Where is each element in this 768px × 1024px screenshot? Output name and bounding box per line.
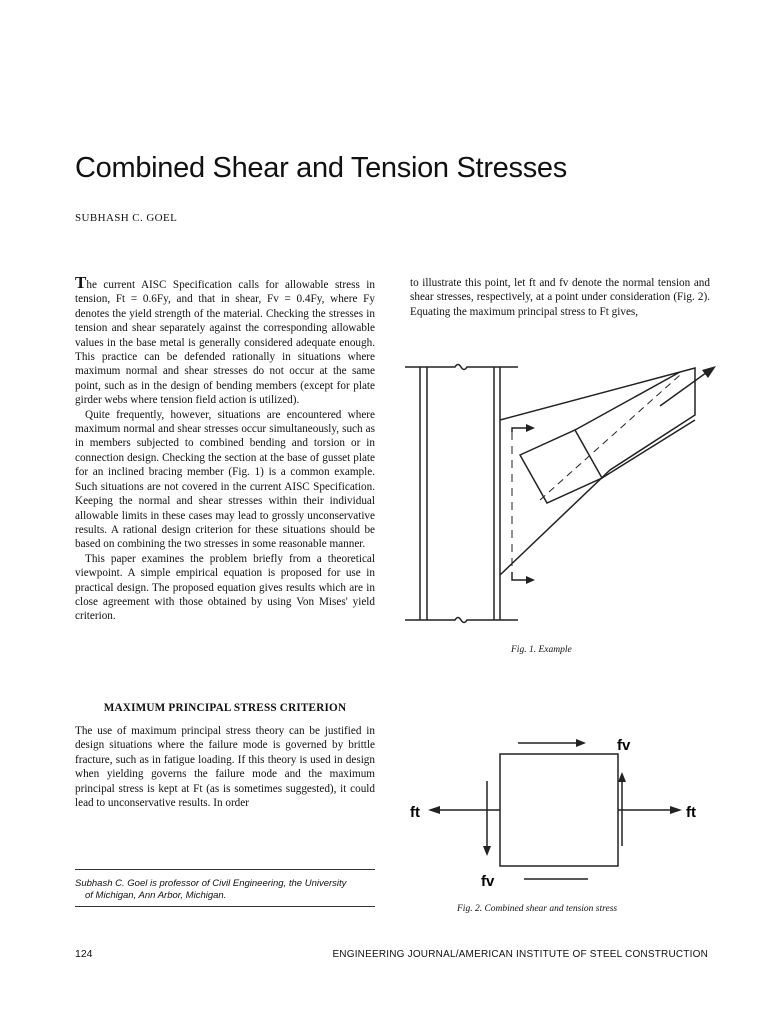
footnote-rule-top: [75, 869, 375, 870]
stress-element: [500, 754, 618, 866]
brace-flange-top: [575, 372, 680, 430]
right-column-text: [410, 276, 710, 319]
section-cut-bottom-tick: [512, 572, 530, 580]
fig2-label-ft-left: ft: [410, 804, 420, 821]
fig2-caption: Fig. 2. Combined shear and tension stress: [457, 904, 618, 914]
footnote-line-2: of Michigan, Ann Arbor, Michigan.: [85, 890, 227, 901]
fig2-label-fv-top: fv: [617, 737, 631, 754]
left-column-intro: [75, 273, 375, 624]
force-arrow-head: [702, 366, 716, 378]
journal-footer: ENGINEERING JOURNAL/AMERICAN INSTITUTE OF STEEL CONSTRUCTION: [332, 949, 708, 960]
fig2-label-ft-right: ft: [686, 804, 696, 821]
drop-cap: T: [75, 273, 87, 292]
fv-top-arrowhead: [576, 739, 586, 747]
break-line-bottom: [405, 618, 518, 623]
intro-paragraph-3: This paper examines the problem briefly from a theoretical viewpoint. A simple empirical equation is proposed for use in practical design. The proposed equation gives results which are in close agreement with those obtained by using Von Mises' yield criterion.: [75, 552, 375, 623]
author-name: SUBHASH C. GOEL: [75, 212, 178, 224]
brace-flange-bottom: [602, 420, 695, 478]
section-paragraph-1: The use of maximum principal stress theory can be justified in design situations where the failure mode is governed by brittle fracture, such as in fatigue loading. If this theory is used in design when yielding governs the failure mode and the maximum principal stress is kept at Ft (as is sometimes suggested), it could lead to unconservative results. In order: [75, 725, 375, 810]
intro-paragraph-2: Quite frequently, however, situations are encountered where maximum normal and shear stresses occur simultaneously, such as in members subjected to combined bending and torsion or in connection design. Checking the section at the base of gusset plate for an inclined bracing member (Fig. 1) is a common example. Such situations are not covered in the current AISC Specification. Keeping the normal and shear stresses within their individual allowable limits in these cases may lead to grossly unconservative results. A rational design criterion for these situations should be based on combining the two stresses in some reasonable manner.: [75, 408, 375, 551]
page-number: 124: [75, 948, 93, 960]
brace-centerline: [540, 375, 680, 500]
force-arrow-shaft: [660, 370, 710, 406]
footnote-rule-bottom: [75, 906, 375, 907]
gusset-plate: [500, 368, 695, 575]
section-heading: MAXIMUM PRINCIPAL STRESS CRITERION: [103, 702, 347, 714]
section-arrow-bottom-head: [526, 576, 535, 584]
ft-right-arrowhead: [670, 806, 682, 814]
fig1-caption: Fig. 1. Example: [511, 645, 572, 655]
paper-title: Combined Shear and Tension Stresses: [75, 152, 567, 184]
ft-left-arrowhead: [428, 806, 440, 814]
left-column-section: [75, 724, 375, 810]
intro-paragraph-1-text: he current AISC Specification calls for allowable stress in tension, Ft = 0.6Fy, and that in shear, Fv = 0.4Fy, where Fy denotes the yield strength of the material. Checking the stresses in tension and shear separately against the corresponding allowable values in the base metal is generally considered adequate enough. This practice can be defended rationally in situations where maximum normal and shear stresses do not occur at the same point, such as in the design of bending members (except for plate girder webs where tension field action is utilized).: [75, 279, 375, 407]
fig2-label-fv-bottom: fv: [481, 873, 495, 890]
fv-left-arrowhead: [483, 846, 491, 856]
break-line-top: [405, 365, 518, 370]
footnote-line-1: Subhash C. Goel is professor of Civil Engineering, the University: [75, 878, 347, 889]
author-footnote: [75, 878, 375, 902]
section-cut-top-tick: [512, 428, 530, 432]
section-arrow-top-head: [526, 424, 535, 432]
fv-right-arrowhead: [618, 772, 626, 782]
right-paragraph-1: to illustrate this point, let ft and fv denote the normal tension and shear stresses, respectively, at a point under consideration (Fig. 2). Equating the maximum principal stress to Ft gives,: [410, 277, 710, 318]
brace-member: [520, 430, 602, 503]
intro-paragraph-1: [75, 273, 375, 408]
